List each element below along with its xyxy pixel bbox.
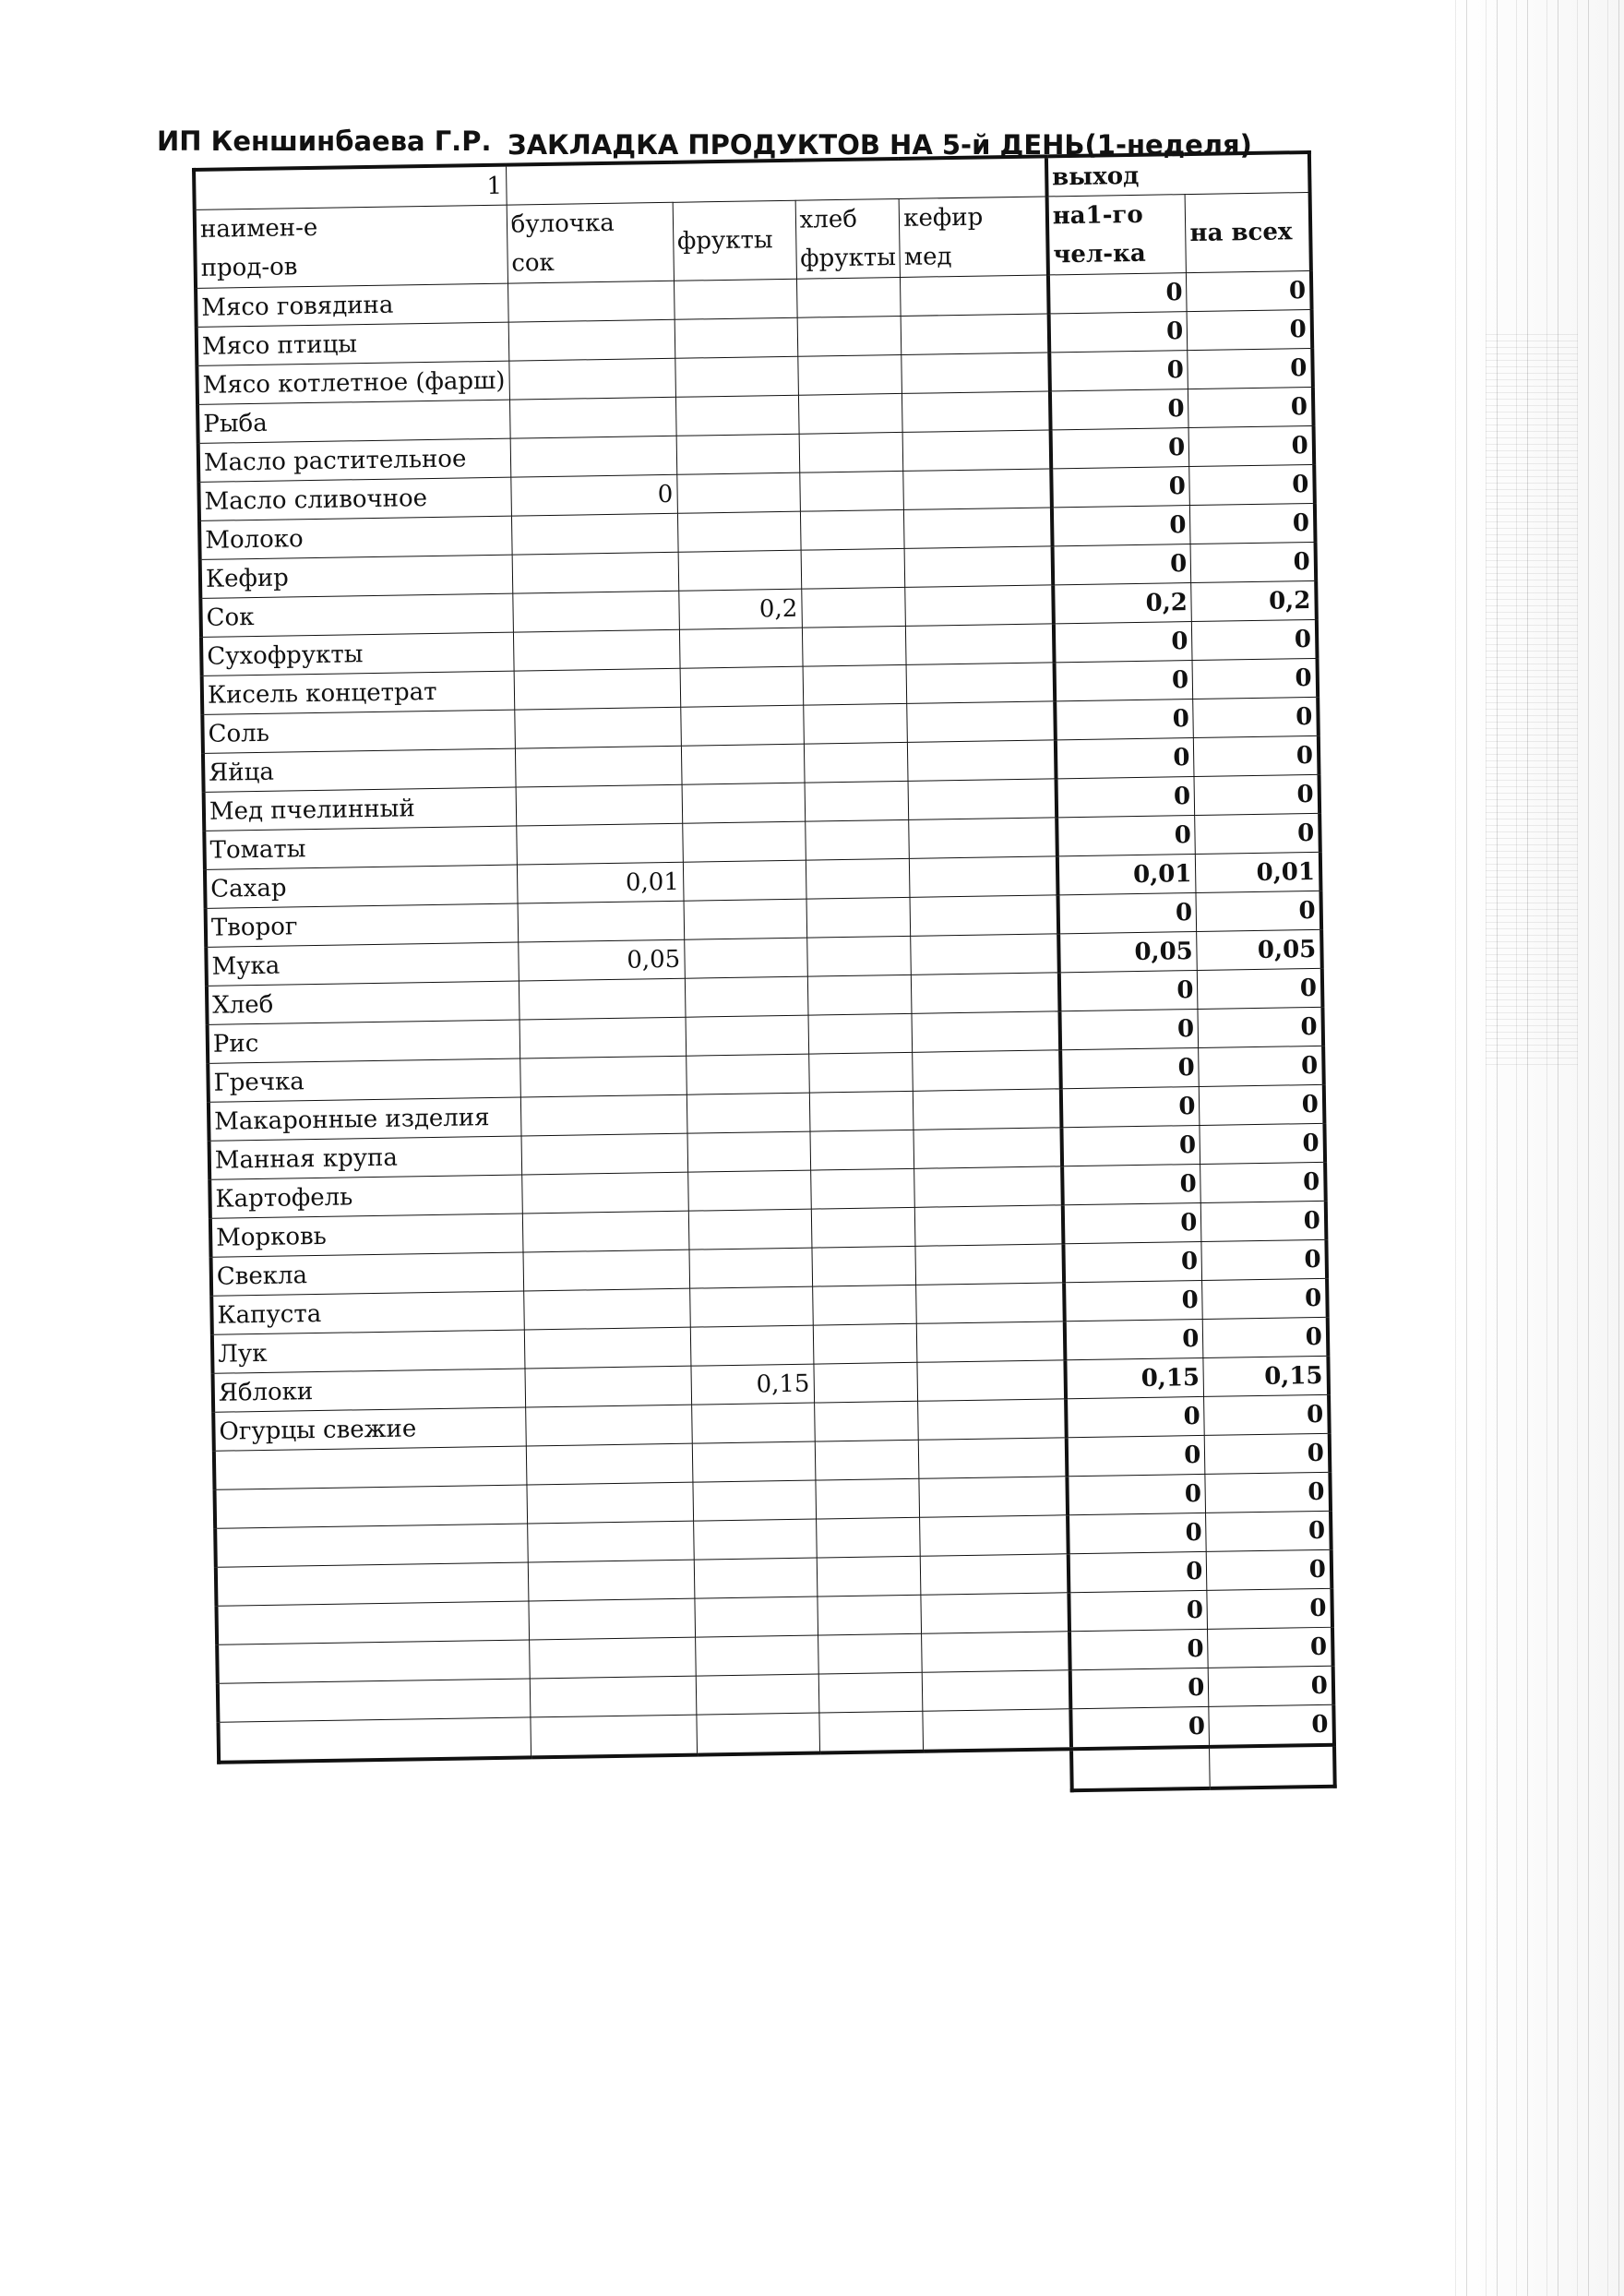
cell-kef	[912, 973, 1060, 1014]
cell-name: Соль	[202, 710, 515, 753]
cell-kef	[919, 1477, 1068, 1518]
cell-all: 0	[1198, 968, 1323, 1009]
cell-one: 0	[1069, 1551, 1208, 1592]
cell-all: 0	[1206, 1511, 1331, 1551]
cell-kef	[910, 895, 1058, 937]
cell-bul	[523, 1288, 690, 1330]
cell-hle	[797, 354, 902, 395]
cell-all: 0	[1193, 697, 1319, 737]
cell-fru	[697, 1713, 820, 1755]
cell-name	[218, 1679, 531, 1722]
cell-one: 0	[1070, 1706, 1210, 1749]
cell-one: 0	[1056, 777, 1195, 818]
cell-name: Мясо говядина	[196, 283, 508, 327]
cell-kef	[902, 391, 1051, 433]
cell-fru	[676, 472, 800, 513]
cell-bul	[510, 436, 677, 477]
col-header-meal2	[673, 200, 796, 281]
cell-kef	[910, 856, 1058, 898]
cell-one: 0	[1069, 1629, 1209, 1669]
cell-hle	[804, 742, 908, 783]
cell-fru	[692, 1441, 816, 1482]
cell-one: 0	[1052, 506, 1191, 546]
cell-one: 0	[1059, 1009, 1199, 1049]
cell-one: 0	[1060, 1047, 1200, 1088]
cell-one: 0	[1057, 816, 1196, 856]
cell-bul	[530, 1676, 697, 1717]
col-header-name	[195, 205, 508, 288]
cell-one: 0	[1063, 1241, 1202, 1282]
col-header-name-line2: прод-ов	[200, 253, 298, 282]
cell-bul	[521, 1133, 688, 1175]
cell-hle	[799, 432, 903, 472]
cell-hle	[796, 277, 901, 317]
cell-kef	[901, 275, 1049, 317]
output-label-cell: выход	[1046, 152, 1310, 197]
cell-hle	[814, 1401, 918, 1441]
output-extra-cell-all	[1210, 1745, 1335, 1788]
cell-name: Сахар	[205, 865, 518, 908]
empty-spacer-cell	[924, 1749, 1072, 1793]
col-header-meal4	[899, 197, 1047, 278]
cell-all: 0	[1194, 774, 1320, 815]
col-header-meal4-line1: кефир	[903, 203, 984, 233]
cell-name: Кефир	[200, 555, 513, 598]
cell-fru	[689, 1286, 813, 1327]
cell-name: Огурцы свежие	[213, 1407, 526, 1451]
cell-hle	[819, 1711, 924, 1752]
cell-kef	[920, 1515, 1069, 1557]
cell-bul	[512, 552, 679, 593]
cell-fru	[695, 1635, 818, 1676]
cell-one: 0	[1052, 544, 1191, 585]
cell-hle	[800, 509, 904, 550]
cell-one: 0	[1066, 1396, 1205, 1437]
cell-hle	[798, 393, 902, 434]
cell-hle	[803, 664, 907, 705]
cell-bul	[527, 1521, 694, 1562]
cell-bul	[512, 591, 679, 632]
cell-one: 0	[1069, 1590, 1208, 1631]
cell-bul	[511, 513, 678, 555]
cell-all: 0	[1192, 658, 1318, 699]
cell-hle	[802, 626, 906, 666]
cell-one: 0	[1063, 1202, 1202, 1243]
cell-all: 0	[1194, 735, 1320, 776]
cell-kef	[917, 1321, 1066, 1363]
empty-spacer-cell	[819, 1752, 924, 1795]
cell-one: 0,05	[1058, 931, 1198, 972]
cell-one: 0	[1062, 1164, 1201, 1204]
col-header-total-line1: на всех	[1189, 218, 1293, 248]
cell-bul	[520, 1094, 687, 1136]
cell-kef	[904, 508, 1053, 549]
cell-fru	[674, 279, 797, 319]
cell-fru: 0,2	[678, 589, 802, 629]
cell-one: 0	[1067, 1474, 1206, 1514]
cell-hle	[812, 1246, 916, 1286]
cell-bul	[523, 1250, 690, 1291]
cell-hle	[815, 1440, 919, 1480]
empty-spacer-cell	[531, 1755, 698, 1800]
cell-all: 0	[1206, 1549, 1331, 1590]
cell-fru	[676, 434, 800, 474]
cell-name: Лук	[212, 1330, 525, 1373]
cell-all: 0	[1187, 309, 1312, 350]
cell-hle	[808, 1013, 913, 1054]
cell-kef	[901, 314, 1049, 355]
cell-all: 0	[1190, 542, 1316, 582]
cell-all: 0	[1205, 1472, 1331, 1513]
cell-bul	[516, 784, 683, 826]
cell-kef	[917, 1360, 1066, 1402]
cell-hle	[818, 1672, 923, 1713]
cell-fru	[687, 1170, 811, 1211]
cell-fru	[689, 1248, 813, 1288]
cell-hle	[808, 1052, 913, 1093]
cell-kef	[916, 1283, 1065, 1324]
cell-bul	[508, 358, 675, 400]
cell-all: 0	[1187, 270, 1312, 311]
col-header-meal3-line2: фрукты	[800, 244, 897, 273]
cell-all: 0	[1201, 1201, 1327, 1241]
cell-bul	[529, 1598, 696, 1640]
cell-bul	[509, 397, 676, 438]
cell-kef	[921, 1593, 1069, 1634]
cell-hle	[816, 1478, 920, 1519]
cell-bul	[515, 746, 682, 787]
empty-spacer-cell	[219, 1757, 531, 1803]
cell-kef	[914, 1089, 1062, 1130]
cell-all: 0	[1198, 1007, 1323, 1047]
cell-fru	[675, 317, 798, 358]
cell-kef	[906, 624, 1055, 665]
cell-kef	[913, 1050, 1061, 1092]
cell-kef	[909, 818, 1057, 859]
cell-kef	[914, 1128, 1062, 1169]
cell-name	[218, 1717, 531, 1763]
top-number-cell: 1	[194, 165, 507, 210]
cell-one: 0	[1049, 351, 1188, 391]
cell-fru	[687, 1131, 811, 1172]
cell-hle	[818, 1633, 922, 1674]
cell-name: Сок	[200, 593, 513, 637]
cell-all: 0	[1204, 1394, 1330, 1435]
cell-name: Макаронные изделия	[209, 1097, 521, 1141]
cell-fru	[675, 356, 798, 397]
scan-edge-artifact	[1449, 0, 1624, 2296]
cell-bul	[525, 1405, 692, 1446]
col-header-meal1	[507, 202, 674, 283]
cell-all: 0	[1203, 1317, 1329, 1357]
cell-name: Сухофрукты	[201, 632, 514, 676]
cell-hle	[806, 936, 911, 976]
cell-one: 0	[1050, 428, 1189, 469]
cell-bul	[518, 901, 685, 942]
cell-name: Морковь	[210, 1214, 523, 1257]
cell-bul	[527, 1482, 694, 1524]
cell-all: 0	[1201, 1239, 1327, 1280]
cell-bul: 0,01	[517, 862, 684, 903]
cell-one: 0	[1067, 1435, 1206, 1476]
cell-hle	[806, 897, 911, 938]
cell-all: 0	[1188, 425, 1314, 466]
cell-name: Творог	[206, 903, 519, 947]
cell-all: 0	[1189, 464, 1315, 505]
cell-hle	[801, 587, 905, 628]
cell-fru	[675, 395, 799, 436]
cell-name: Рис	[208, 1020, 520, 1063]
cell-kef	[921, 1554, 1069, 1596]
cell-all: 0	[1207, 1588, 1332, 1629]
cell-one: 0	[1054, 661, 1193, 701]
cell-hle	[799, 471, 903, 511]
cell-fru	[685, 976, 808, 1017]
col-header-meal2-line1: фрукты	[676, 226, 773, 256]
col-header-meal1-line1: булочка	[510, 209, 615, 239]
cell-fru	[684, 938, 807, 978]
cell-all: 0	[1202, 1278, 1328, 1319]
cell-kef	[919, 1438, 1068, 1479]
col-header-meal3	[795, 198, 901, 279]
cell-hle	[810, 1130, 914, 1170]
cell-one: 0	[1068, 1513, 1207, 1553]
cell-one: 0	[1061, 1125, 1200, 1166]
cell-one: 0	[1069, 1668, 1209, 1708]
cell-bul	[519, 978, 686, 1020]
cell-kef	[905, 585, 1054, 627]
cell-kef	[904, 546, 1053, 588]
cell-hle	[806, 858, 910, 899]
cell-fru	[679, 628, 803, 668]
cell-all: 0	[1208, 1666, 1333, 1706]
cell-bul	[525, 1366, 692, 1407]
cell-hle	[805, 819, 909, 860]
cell-bul	[524, 1327, 691, 1369]
cell-bul	[522, 1211, 689, 1252]
cell-all: 0,15	[1203, 1356, 1329, 1396]
cell-hle	[801, 548, 905, 589]
col-header-name-line1: наимен-е	[199, 213, 318, 244]
cell-kef	[902, 430, 1051, 472]
cell-fru	[694, 1558, 818, 1598]
cell-all: 0	[1208, 1627, 1333, 1668]
col-header-meal3-line1: хлеб	[799, 205, 858, 234]
cell-one: 0	[1048, 312, 1188, 353]
empty-spacer-cell	[697, 1753, 820, 1797]
cell-hle	[812, 1285, 916, 1325]
cell-name	[216, 1562, 529, 1606]
cell-one: 0	[1056, 738, 1195, 779]
cell-bul	[528, 1560, 695, 1601]
cell-name: Яйца	[203, 748, 516, 792]
cell-kef	[902, 353, 1050, 394]
cell-one: 0	[1057, 893, 1197, 934]
cell-all: 0,01	[1196, 852, 1321, 892]
cell-all: 0	[1195, 813, 1320, 854]
col-header-meal4-line2: мед	[903, 243, 952, 271]
cell-all: 0	[1196, 891, 1321, 931]
cell-all: 0	[1200, 1123, 1325, 1164]
cell-bul: 0	[510, 474, 677, 516]
cell-name: Мясо котлетное (фарш)	[197, 361, 509, 404]
cell-one: 0	[1048, 273, 1188, 314]
cell-fru	[696, 1674, 819, 1715]
cell-hle	[807, 975, 912, 1015]
cell-name: Мясо птицы	[197, 322, 509, 365]
cell-hle	[813, 1323, 917, 1364]
cell-fru	[682, 783, 806, 823]
cell-bul	[519, 1017, 687, 1058]
cell-hle	[817, 1556, 921, 1596]
cell-kef	[908, 779, 1057, 820]
cell-kef	[923, 1670, 1071, 1712]
cell-one: 0	[1064, 1280, 1203, 1321]
cell-fru	[686, 1054, 809, 1094]
cell-hle	[816, 1517, 920, 1558]
cell-bul	[508, 319, 675, 361]
cell-all: 0	[1199, 1046, 1324, 1086]
cell-fru	[680, 666, 804, 707]
cell-name	[215, 1524, 528, 1567]
cell-fru	[680, 705, 804, 746]
cell-fru	[681, 744, 805, 784]
cell-bul	[531, 1715, 698, 1757]
cell-name: Молоко	[199, 516, 512, 559]
cell-kef	[914, 1166, 1063, 1208]
cell-all: 0	[1188, 387, 1314, 427]
cell-bul	[521, 1172, 688, 1214]
cell-all: 0	[1192, 619, 1318, 660]
cell-kef	[903, 469, 1052, 510]
cell-hle	[803, 703, 907, 744]
cell-fru	[686, 1015, 809, 1056]
cell-fru	[693, 1480, 817, 1521]
cell-name: Масло сливочное	[198, 477, 511, 520]
cell-one: 0	[1055, 700, 1194, 740]
cell-name: Хлеб	[207, 981, 519, 1024]
cell-name: Мука	[206, 942, 519, 986]
cell-hle	[809, 1091, 914, 1131]
cell-all: 0,2	[1191, 580, 1317, 621]
cell-fru	[682, 821, 806, 862]
cell-fru	[683, 860, 806, 901]
cell-hle	[811, 1207, 915, 1248]
cell-kef	[915, 1244, 1064, 1286]
cell-kef	[911, 934, 1059, 975]
cell-kef	[908, 740, 1057, 782]
cell-name: Картофель	[209, 1175, 522, 1218]
cell-kef	[915, 1205, 1064, 1247]
cell-name	[217, 1640, 530, 1683]
cell-all: 0	[1205, 1433, 1331, 1474]
cell-bul	[529, 1637, 696, 1679]
cell-name: Рыба	[197, 400, 510, 443]
cell-one: 0	[1054, 622, 1193, 663]
cell-fru	[677, 511, 801, 552]
cell-kef	[906, 663, 1055, 704]
cell-one: 0,15	[1065, 1357, 1204, 1398]
organization-name: ИП Кеншинбаева Г.Р.	[157, 126, 492, 157]
cell-one: 0	[1051, 467, 1190, 508]
cell-kef	[922, 1632, 1070, 1673]
cell-one: 0	[1059, 970, 1199, 1010]
cell-bul	[513, 629, 680, 671]
cell-name: Мед пчелинный	[204, 787, 517, 831]
cell-hle	[810, 1168, 914, 1209]
cell-fru	[695, 1596, 818, 1637]
cell-name	[214, 1446, 527, 1489]
cell-hle	[814, 1362, 918, 1403]
col-header-per-one-line1: на1-го	[1052, 200, 1144, 231]
col-header-meal1-line2: сок	[511, 248, 555, 278]
cell-fru	[693, 1519, 817, 1560]
cell-name: Капуста	[211, 1291, 524, 1334]
cell-kef	[912, 1011, 1060, 1053]
cell-name: Яблоки	[213, 1369, 526, 1412]
cell-name: Свекла	[211, 1252, 524, 1296]
cell-bul: 0,05	[518, 939, 685, 981]
document-title: ЗАКЛАДКА ПРОДУКТОВ НА 5-й ДЕНЬ(1-неделя)	[508, 129, 1252, 161]
cell-name: Манная крупа	[209, 1136, 522, 1179]
cell-one: 0,01	[1057, 855, 1197, 895]
cell-name: Гречка	[208, 1058, 520, 1102]
cell-all: 0	[1209, 1704, 1334, 1747]
cell-bul	[526, 1443, 693, 1485]
cell-name	[215, 1485, 528, 1528]
cell-one: 0	[1065, 1319, 1204, 1359]
col-header-total	[1185, 192, 1310, 272]
cell-all: 0	[1188, 348, 1313, 389]
cell-kef	[918, 1399, 1067, 1441]
products-table	[192, 150, 1337, 1806]
cell-all: 0,05	[1197, 929, 1322, 970]
cell-bul	[516, 823, 683, 865]
cell-hle	[818, 1595, 922, 1635]
cell-fru: 0,15	[691, 1364, 815, 1405]
cell-bul	[519, 1056, 687, 1097]
cell-kef	[907, 701, 1056, 743]
cell-all: 0	[1190, 503, 1316, 544]
cell-bul	[514, 668, 681, 710]
cell-fru	[691, 1403, 815, 1443]
cell-name: Томаты	[204, 826, 517, 869]
cell-bul	[514, 707, 681, 748]
col-header-per-one-line2: чел-ка	[1053, 239, 1146, 269]
cell-all: 0	[1200, 1162, 1326, 1202]
cell-one: 0	[1050, 389, 1189, 430]
cell-bul	[508, 281, 675, 322]
cell-kef	[923, 1709, 1071, 1752]
cell-hle	[805, 781, 909, 821]
cell-one: 0,2	[1053, 583, 1192, 624]
cell-fru	[684, 899, 807, 939]
cell-name: Масло растительное	[198, 438, 511, 482]
cell-hle	[797, 316, 902, 356]
cell-name: Кисель концетрат	[202, 671, 515, 714]
cell-fru	[687, 1093, 810, 1133]
cell-all: 0	[1200, 1084, 1325, 1125]
cell-one: 0	[1061, 1086, 1200, 1127]
cell-fru	[678, 550, 802, 591]
output-extra-cell-one	[1071, 1747, 1211, 1790]
cell-name	[216, 1601, 529, 1644]
cell-fru	[688, 1209, 812, 1250]
col-header-per-one	[1046, 195, 1186, 275]
cell-fru	[690, 1325, 814, 1366]
